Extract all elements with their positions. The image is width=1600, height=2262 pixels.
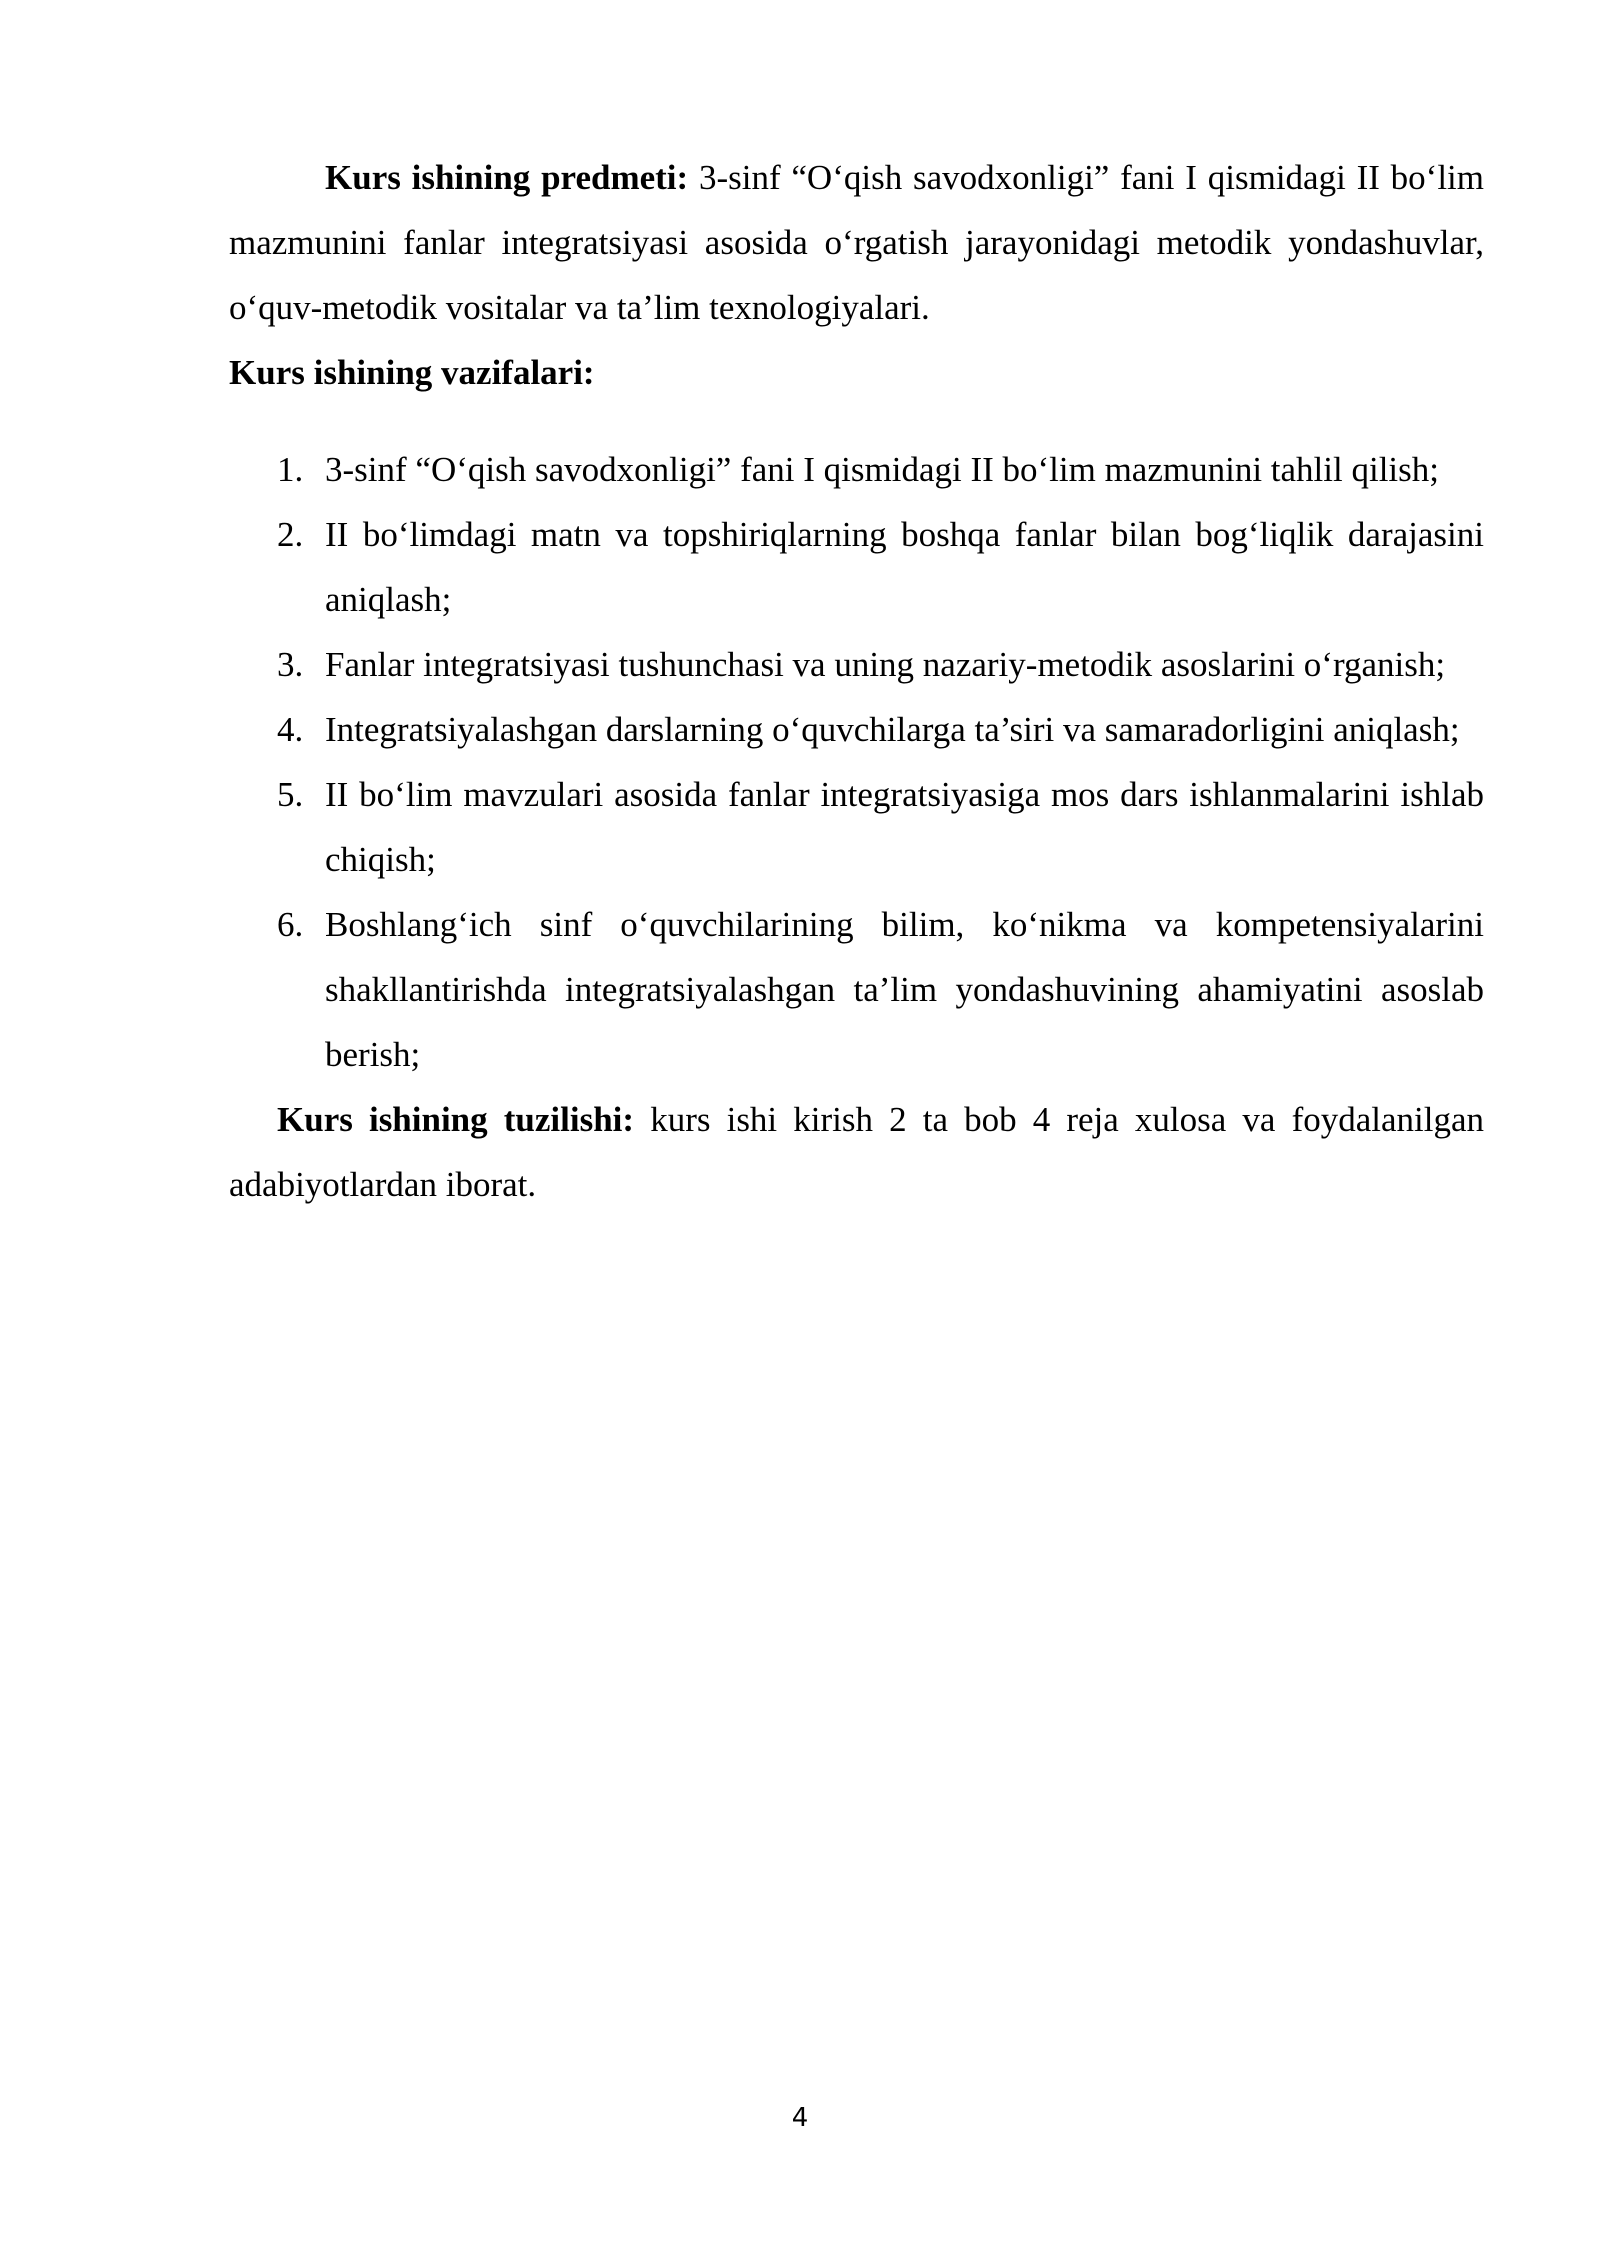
list-item-number: 4.: [277, 710, 304, 749]
list-item-text: II bo‘lim mavzulari asosida fanlar integratsiyasiga mos dars ishlanmalarini ishlab chiqish;: [325, 775, 1484, 879]
list-item-number: 3.: [277, 645, 304, 684]
predmeti-paragraph: [229, 145, 1484, 340]
predmeti-text: 3-sinf “O‘qish savodxonligi” fani I qismidagi II bo‘lim mazmunini fanlar integratsiyasi asosida o‘rgatish jarayonidagi metodik yondashuvlar, o‘quv-metodik vositalar va ta’lim texnologiyalari.: [229, 158, 1484, 327]
predmeti-label: Kurs ishining predmeti:: [325, 158, 689, 197]
list-item-text: Boshlang‘ich sinf o‘quvchilarining bilim, ko‘nikma va kompetensiyalarini shakllantirishda integratsiyalashgan ta’lim yondashuvining ahamiyatini asoslab berish;: [325, 905, 1484, 1074]
list-item: [229, 892, 1484, 1087]
list-item: [229, 762, 1484, 892]
list-item-number: 5.: [277, 775, 304, 814]
tuzilishi-paragraph: [229, 1087, 1484, 1217]
list-item-number: 1.: [277, 450, 304, 489]
list-item-text: 3-sinf “O‘qish savodxonligi” fani I qismidagi II bo‘lim mazmunini tahlil qilish;: [325, 450, 1440, 489]
list-item-text: II bo‘limdagi matn va topshiriqlarning boshqa fanlar bilan bog‘liqlik darajasini aniqlash;: [325, 515, 1484, 619]
spacer: [229, 405, 1484, 437]
list-item-text: Fanlar integratsiyasi tushunchasi va uning nazariy-metodik asoslarini o‘rganish;: [325, 645, 1446, 684]
list-item: [229, 632, 1484, 697]
list-item-number: 2.: [277, 515, 304, 554]
tuzilishi-text: kurs ishi kirish 2 ta bob 4 reja xulosa va foydalanilgan adabiyotlardan iborat.: [229, 1100, 1485, 1204]
vazifalari-heading: [229, 340, 1484, 405]
list-item: [229, 502, 1484, 632]
list-item: [229, 697, 1484, 762]
list-item: [229, 437, 1484, 502]
list-item-number: 6.: [277, 905, 304, 944]
tuzilishi-label: Kurs ishining tuzilishi:: [277, 1100, 635, 1139]
list-item-text: Integratsiyalashgan darslarning o‘quvchilarga ta’siri va samaradorligini aniqlash;: [325, 710, 1460, 749]
vazifalari-list: [229, 437, 1484, 1087]
vazifalari-heading-text: Kurs ishining vazifalari:: [229, 353, 595, 392]
page-number: 4: [791, 2103, 809, 2133]
page-content: [229, 145, 1484, 1217]
